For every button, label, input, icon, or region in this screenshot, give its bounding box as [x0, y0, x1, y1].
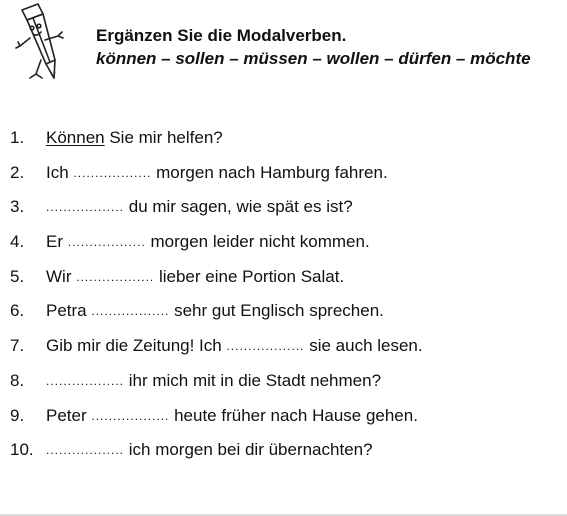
- item-number: 5.: [10, 266, 25, 286]
- answer-blank[interactable]: ..................: [46, 443, 125, 458]
- item-text-after: sie auch lesen.: [304, 336, 423, 356]
- pencil-icon: [14, 2, 74, 86]
- item-text-before: Er: [46, 232, 68, 252]
- item-text-after: ihr mich mit in die Stadt nehmen?: [124, 370, 382, 390]
- item-text-after: ich morgen bei dir übernachten?: [124, 440, 373, 460]
- exercise-header: [0, 0, 567, 90]
- item-text-after: Sie mir helfen?: [104, 128, 223, 147]
- item-text-after: morgen nach Hamburg fahren.: [151, 162, 388, 182]
- exercise-title: Ergänzen Sie die Modalverben.: [96, 26, 347, 45]
- exercise-item-7: [0, 336, 567, 371]
- item-number: 10.: [10, 440, 34, 460]
- item-text-before: Gib mir die Zeitung! Ich: [46, 336, 227, 356]
- item-number: 6.: [10, 301, 25, 321]
- exercise-item-8: [0, 371, 567, 406]
- item-sentence: [46, 267, 344, 287]
- item-text-after: lieber eine Portion Salat.: [154, 266, 345, 286]
- item-text-after: morgen leider nicht kommen.: [145, 232, 370, 252]
- item-number: 4.: [10, 232, 25, 252]
- exercise-item-3: [0, 197, 567, 232]
- answer-blank[interactable]: ..................: [76, 269, 155, 284]
- item-text-after: sehr gut Englisch sprechen.: [169, 301, 384, 321]
- item-sentence: [46, 232, 370, 252]
- exercise-item-5: [0, 267, 567, 302]
- answer-blank[interactable]: ..................: [91, 304, 170, 319]
- item-text-after: du mir sagen, wie spät es ist?: [124, 197, 353, 217]
- answer-blank[interactable]: ..................: [46, 200, 125, 215]
- item-sentence: [46, 197, 353, 217]
- item-sentence: [46, 440, 373, 460]
- item-text-before: Ich: [46, 162, 74, 182]
- answer-blank[interactable]: ..................: [91, 408, 170, 423]
- example-answer: Können: [46, 128, 105, 147]
- answer-blank[interactable]: ..................: [46, 373, 125, 388]
- item-number: 1.: [10, 128, 25, 147]
- exercise-item-1: [0, 128, 567, 163]
- exercise-item-6: [0, 301, 567, 336]
- item-number: 2.: [10, 162, 25, 182]
- exercise-item-4: [0, 232, 567, 267]
- item-number: 7.: [10, 336, 25, 356]
- item-text-before: Wir: [46, 266, 77, 286]
- item-number: 9.: [10, 405, 25, 425]
- answer-blank[interactable]: ..................: [226, 339, 305, 354]
- item-number: 3.: [10, 197, 25, 217]
- exercise-list: [0, 128, 567, 475]
- answer-blank[interactable]: ..................: [73, 165, 152, 180]
- item-sentence: [46, 371, 381, 391]
- item-number: 8.: [10, 370, 25, 390]
- exercise-item-9: [0, 406, 567, 441]
- item-text-before: Petra: [46, 301, 92, 321]
- exercise-item-2: [0, 163, 567, 198]
- item-sentence: [46, 336, 423, 356]
- item-sentence: [46, 128, 223, 148]
- item-sentence: [46, 406, 418, 426]
- exercise-item-10: [0, 440, 567, 475]
- item-sentence: [46, 301, 384, 321]
- answer-blank[interactable]: ..................: [67, 235, 146, 250]
- modal-verb-word-bank: können – sollen – müssen – wollen – dürfen – möchte: [96, 49, 531, 68]
- item-text-before: Peter: [46, 405, 92, 425]
- item-text-after: heute früher nach Hause gehen.: [169, 405, 418, 425]
- item-sentence: [46, 163, 388, 183]
